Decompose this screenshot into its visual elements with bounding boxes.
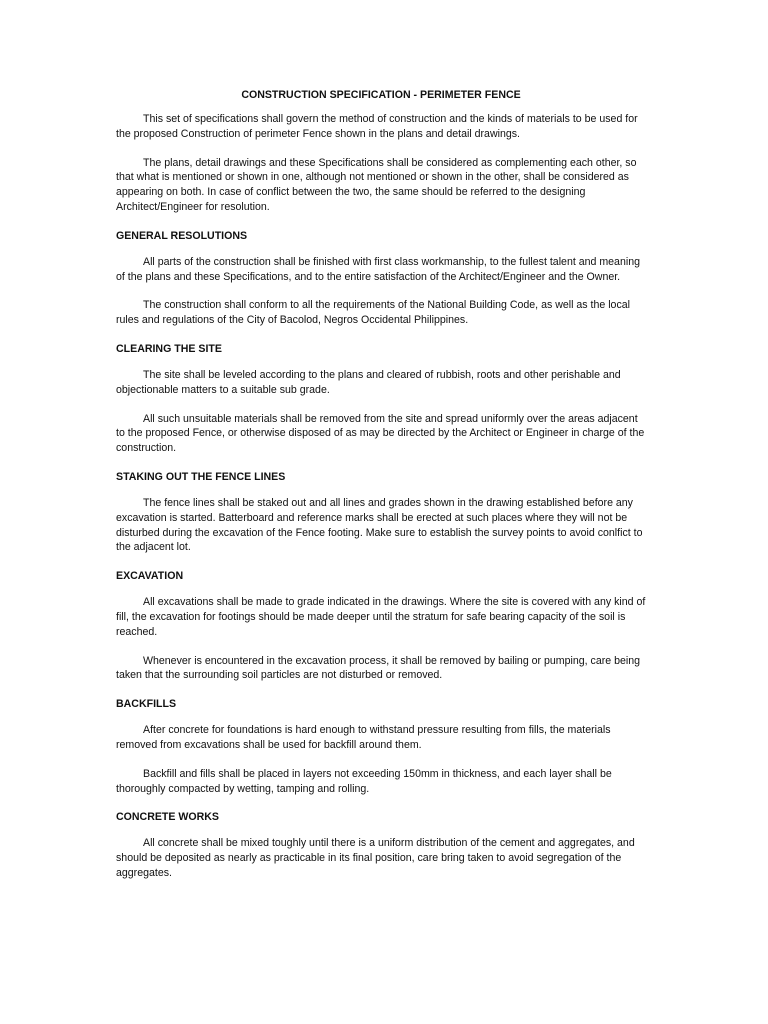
section-heading: CONCRETE WORKS bbox=[116, 811, 219, 824]
section-paragraph: After concrete for foundations is hard enough to withstand pressure resulting from fills, the materials removed from excavations shall be used for backfill around them. bbox=[116, 724, 611, 751]
section-concrete-works bbox=[116, 810, 646, 880]
section-paragraph: All such unsuitable materials shall be removed from the site and spread uniformly over the areas adjacent to the proposed Fence, or otherwise disposed of as may be directed by the Architect or Engineer in charge of the construction. bbox=[116, 412, 645, 455]
section-heading: CLEARING THE SITE bbox=[116, 342, 222, 355]
section-heading: GENERAL RESOLUTIONS bbox=[116, 229, 248, 242]
section-backfills bbox=[116, 697, 646, 796]
section-heading: BACKFILLS bbox=[116, 698, 177, 711]
document-title: CONSTRUCTION SPECIFICATION - PERIMETER FENCE bbox=[241, 89, 521, 101]
section-paragraph: The construction shall conform to all the requirements of the National Building Code, as well as the local rules and regulations of the City of Bacolod, Negros Occidental Philippines. bbox=[116, 299, 630, 327]
intro-paragraph: This set of specifications shall govern the method of construction and the kinds of materials to be used for the proposed Construction of perimeter Fence shown in the plans and detail drawings. bbox=[116, 113, 638, 140]
section-paragraph: All parts of the construction shall be finished with first class workmanship, to the fullest talent and meaning of the plans and these Specifications, and to the entire satisfaction of the Architect/Engineer and the Owner. bbox=[116, 255, 640, 283]
section-paragraph: All excavations shall be made to grade indicated in the drawings. Where the site is covered with any kind of fill, the excavation for footings should be made deeper until the stratum for safe bearing capacity of the soil is reached. bbox=[116, 596, 646, 638]
section-paragraph: Whenever is encountered in the excavation process, it shall be removed by bailing or pumping, care being taken that the surrounding soil particles are not disturbed or removed. bbox=[116, 654, 641, 682]
section-general-resolutions bbox=[116, 229, 646, 328]
section-excavation bbox=[116, 569, 646, 683]
section-paragraph: The fence lines shall be staked out and all lines and grades shown in the drawing established before any excavation is started. Batterboard and reference marks shall be erected at such places where they will not be disturbed during the excavation of the Fence footing. Make sure to establish the survey points to avoid conlfict to the adjacent lot. bbox=[116, 496, 643, 554]
section-clearing-the-site bbox=[116, 342, 646, 456]
intro-paragraph: The plans, detail drawings and these Specifications shall be considered as complementing each other, so that what is mentioned or shown in one, although not mentioned or shown in the other, shall be considered as appearing on both. In case of conflict between the two, the same should be referred to the designing Architect/Engineer for resolution. bbox=[116, 156, 637, 213]
intro-section bbox=[116, 112, 646, 215]
section-heading: EXCAVATION bbox=[116, 570, 184, 583]
section-paragraph: All concrete shall be mixed toughly until there is a uniform distribution of the cement and aggregates, and should be deposited as nearly as practicable in its final position, care bring taken to avoid segregation of the aggregates. bbox=[116, 837, 635, 879]
section-heading: STAKING OUT THE FENCE LINES bbox=[116, 470, 286, 483]
section-paragraph: The site shall be leveled according to the plans and cleared of rubbish, roots and other perishable and objectionable matters to a suitable sub grade. bbox=[116, 368, 621, 396]
section-staking-out bbox=[116, 470, 646, 555]
section-paragraph: Backfill and fills shall be placed in layers not exceeding 150mm in thickness, and each layer shall be thoroughly compacted by wetting, tamping and rolling. bbox=[116, 767, 612, 795]
